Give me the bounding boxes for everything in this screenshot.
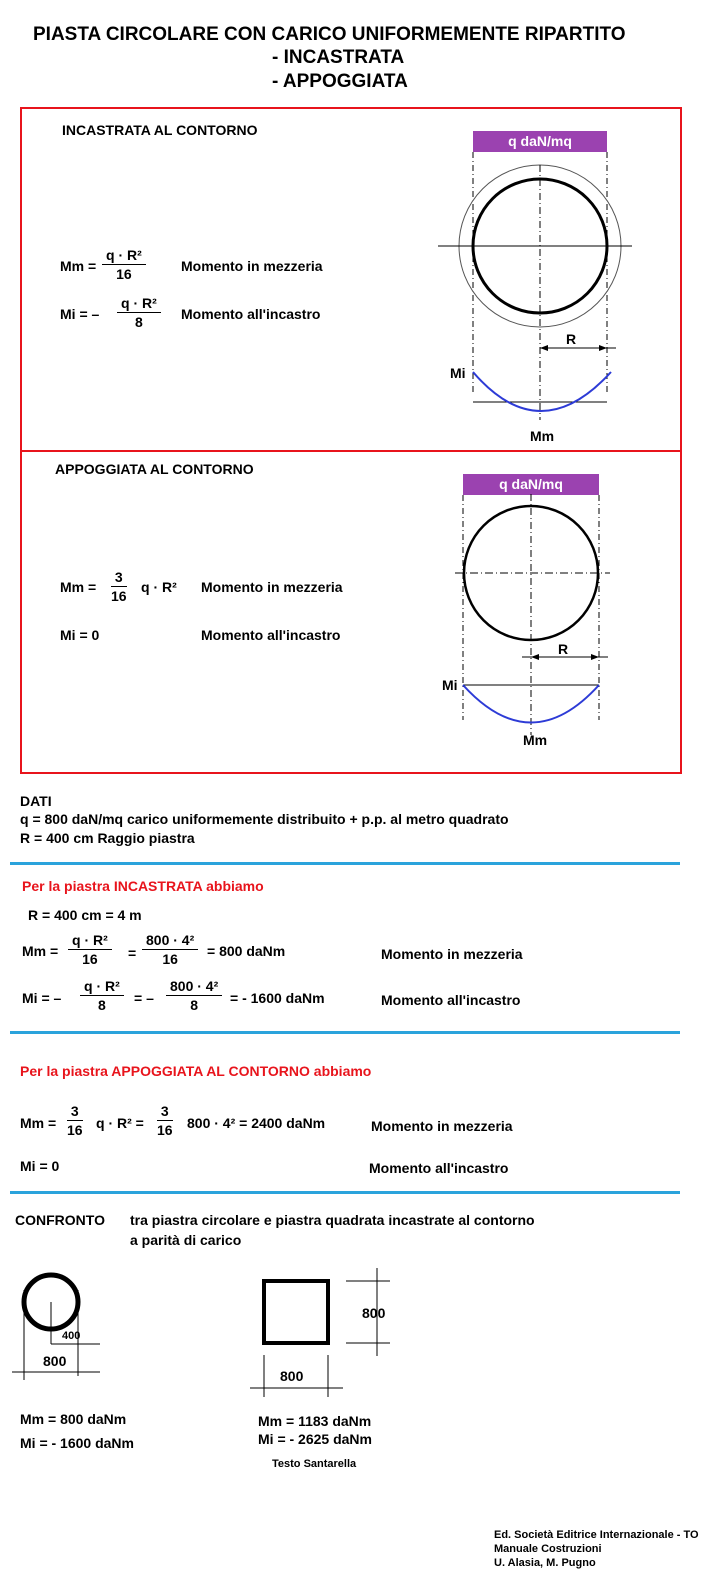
square-width-label: 800 — [280, 1368, 304, 1384]
appoggiata-mm-desc: Momento in mezzeria — [201, 579, 343, 595]
calc-appoggiata-mi-desc: Momento all'incastro — [369, 1160, 509, 1176]
confronto-text2: a parità di carico — [130, 1232, 242, 1248]
source-note: Testo Santarella — [272, 1458, 357, 1470]
calc-appoggiata-mm-lhs: Mm = — [20, 1115, 57, 1131]
appoggiata-mi-desc: Momento all'incastro — [201, 627, 341, 643]
appoggiata-mm-label: Mm — [523, 732, 548, 748]
calc-appoggiata-mm-mid: q · R² = — [96, 1115, 144, 1131]
fraction-denominator: 8 — [97, 997, 106, 1013]
calc-incastrata-heading: Per la piastra INCASTRATA abbiamo — [22, 878, 264, 894]
fraction-numerator: q · R² — [68, 931, 112, 950]
incastrata-mm-lhs: Mm = — [60, 258, 97, 274]
incastrata-mi-label: Mi — [450, 365, 466, 381]
fraction-denominator: 16 — [116, 266, 132, 282]
fraction-numerator: q · R² — [117, 294, 161, 313]
circle-mi: Mi = - 1600 daNm — [20, 1435, 134, 1451]
appoggiata-r-label: R — [558, 641, 569, 657]
calc-appoggiata-mi-eq: Mi = 0 — [20, 1158, 60, 1174]
dati-r-line: R = 400 cm Raggio piastra — [20, 830, 195, 846]
calc-incastrata-mm-desc: Momento in mezzeria — [381, 946, 523, 962]
incastrata-load-bar: q daN/mq — [473, 131, 607, 152]
fraction-denominator: 16 — [157, 1122, 173, 1138]
fraction-denominator: 16 — [111, 588, 127, 604]
calc-incastrata-mm-lhs: Mm = — [22, 943, 59, 959]
calc-appoggiata-mm-tail: 800 · 4² = 2400 daNm — [187, 1115, 326, 1131]
appoggiata-mm-rest: q · R² — [141, 579, 177, 595]
appoggiata-load-bar: q daN/mq — [463, 474, 599, 495]
fraction-denominator: 8 — [190, 997, 199, 1013]
calc-incastrata-r-conv: R = 400 cm = 4 m — [28, 907, 142, 923]
incastrata-mi-lhs: Mi = – — [60, 306, 100, 322]
fraction-denominator: 8 — [134, 314, 143, 330]
calc-incastrata-eq1: = — [128, 945, 137, 961]
incastrata-mm-label: Mm — [530, 428, 555, 444]
page-subtitle-incastrata: - INCASTRATA — [272, 47, 405, 68]
appoggiata-mi-label: Mi — [442, 677, 458, 693]
credits-publisher: Ed. Società Editrice Internazionale - TO — [494, 1529, 699, 1541]
confronto-text1: tra piastra circolare e piastra quadrata incastrate al contorno — [130, 1212, 535, 1228]
appoggiata-mi-eq: Mi = 0 — [60, 627, 100, 643]
credits-book: Manuale Costruzioni — [494, 1543, 602, 1555]
circle-radius-label: 400 — [62, 1330, 81, 1342]
calc-incastrata-mi-result: = - 1600 daNm — [230, 990, 325, 1006]
incastrata-mm-desc: Momento in mezzeria — [181, 258, 323, 274]
appoggiata-mm-lhs: Mm = — [60, 579, 97, 595]
calc-appoggiata-heading: Per la piastra APPOGGIATA AL CONTORNO abbiamo — [20, 1063, 372, 1079]
fraction-numerator: 3 — [67, 1102, 83, 1121]
page-subtitle-appoggiata: - APPOGGIATA — [272, 71, 408, 92]
fraction-numerator: q · R² — [80, 977, 124, 996]
dati-q-line: q = 800 daN/mq carico uniformemente distribuito + p.p. al metro quadrato — [20, 811, 509, 827]
fraction-numerator: 3 — [157, 1102, 173, 1121]
circle-diameter-label: 800 — [43, 1353, 67, 1369]
circle-mm: Mm = 800 daNm — [20, 1411, 127, 1427]
dati-heading: DATI — [20, 793, 52, 809]
fraction-numerator: q · R² — [102, 246, 146, 265]
credits-authors: U. Alasia, M. Pugno — [494, 1557, 596, 1569]
fraction-numerator: 800 · 4² — [166, 977, 222, 996]
confronto-heading: CONFRONTO — [15, 1212, 105, 1228]
square-mm: Mm = 1183 daNm — [258, 1413, 372, 1429]
square-height-label: 800 — [362, 1305, 386, 1321]
fraction-numerator: 800 · 4² — [142, 931, 198, 950]
fraction-numerator: 3 — [111, 568, 127, 587]
fraction-denominator: 16 — [82, 951, 98, 967]
fraction-denominator: 16 — [67, 1122, 83, 1138]
page-title: PIASTA CIRCOLARE CON CARICO UNIFORMEMENTE RIPARTITO — [33, 24, 626, 45]
square-mi: Mi = - 2625 daNm — [258, 1431, 372, 1447]
square-plate — [264, 1281, 328, 1343]
calc-incastrata-eq2: = – — [134, 990, 154, 1006]
incastrata-heading: INCASTRATA AL CONTORNO — [62, 122, 258, 138]
calc-incastrata-mi-lhs: Mi = – — [22, 990, 62, 1006]
calc-appoggiata-mm-desc: Momento in mezzeria — [371, 1118, 513, 1134]
fraction-denominator: 16 — [162, 951, 178, 967]
appoggiata-heading: APPOGGIATA AL CONTORNO — [55, 461, 254, 477]
calc-incastrata-mm-result: = 800 daNm — [207, 943, 286, 959]
incastrata-mi-desc: Momento all'incastro — [181, 306, 321, 322]
incastrata-r-label: R — [566, 331, 577, 347]
calc-incastrata-mi-desc: Momento all'incastro — [381, 992, 521, 1008]
